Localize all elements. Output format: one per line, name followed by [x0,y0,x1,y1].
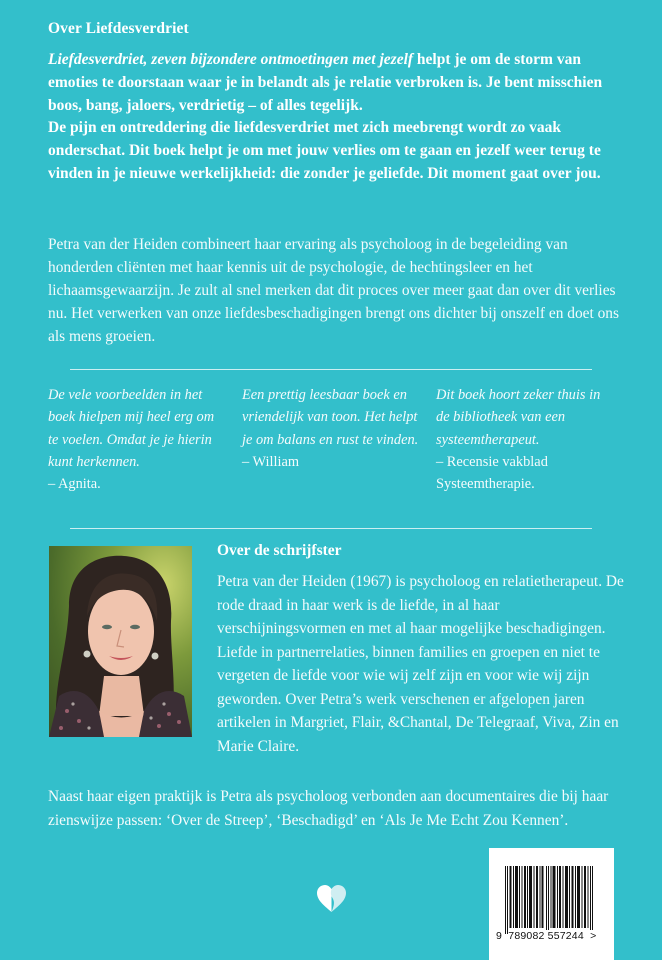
heart-icon [316,884,347,913]
book-intro-text: helpt je om de storm van emoties te doorstaan waar je in belandt als je relatie verbroken is. Je bent misschien boos, bang, jaloers, verdrietig – of alles tegelijk. [48,51,603,114]
review-text: De vele voorbeelden in het boek hielpen mij heel erg om te voelen. Omdat je je hierin kunt herkennen. [48,387,215,470]
review-author: – Agnita. [48,476,101,493]
review-text: Dit boek hoort zeker thuis in de bibliotheek van een systeemtherapeut. [436,387,601,448]
section-heading-author: Over de schrijfster [217,542,342,559]
book-title-italic: Liefdesverdriet, zeven bijzondere ontmoetingen met jezelf [48,51,414,68]
book-intro-second: De pijn en ontreddering die liefdesverdriet met zich meebrengt wordt zo vaak onderschat. Dit boek helpt je om met jouw verlies om te gaan en jezelf weer terug te vinden in je nieuwe werkelijkheid: die zonder je geliefde. Dit moment gaat over jou. [48,119,601,182]
book-description: Petra van der Heiden combineert haar ervaring als psycholoog in de begeleiding van honderden cliënten met haar kennis uit de psychologie, de hechtingsleer en het lichaamsgewaarzijn. Je zult al snel merken dat dit proces over meer gaat dan over dit verlies nu. Het verwerken van onze liefdesbeschadigingen brengt ons dichter bij onszelf en doet ons als mens groeien. [48,236,619,345]
author-bio-continued: Naast haar eigen praktijk is Petra als psycholoog verbonden aan documentaires die bij haar zienswijze passen: ‘Over de Streep’, ‘Beschadigd’ en ‘Als Je Me Echt Zou Kennen’. [48,788,609,829]
author-photo [49,546,192,737]
barcode-bars [505,866,593,934]
book-intro [48,49,628,186]
isbn-number: 789082 557244 [508,930,584,942]
isbn-digits [496,930,611,942]
review-quote [48,384,228,495]
review-author: – Recensie vakblad Systeemtherapie. [436,453,548,493]
divider-bottom [70,528,592,529]
author-bio: Petra van der Heiden (1967) is psycholoog en relatietherapeut. De rode draad in haar werk is de liefde, in al haar verschijningsvormen en met al haar mogelijke beschadigingen. Liefde in partnerrelaties, binnen families en groepen en niet te vergeten de liefde voor wie wij zelf zijn en voor wie wij zijn geworden. Over Petra’s werk verschenen er afgelopen jaren artikelen in Margriet, Flair, &Chantal, De Telegraaf, Viva, Zin en Marie Claire. [217,573,624,755]
barcode [489,848,614,960]
isbn-prefix: 9 [496,930,503,942]
review-author: – William [242,453,300,470]
section-heading-book: Over Liefdesverdriet [48,20,189,37]
review-text: Een prettig leesbaar boek en vriendelijk van toon. Het helpt je om balans en rust te vinden. [242,387,419,448]
review-quote [436,384,604,495]
isbn-quiet-zone-marker: > [590,930,597,942]
divider-top [70,369,592,370]
reviews [48,384,628,504]
review-quote [242,384,422,473]
